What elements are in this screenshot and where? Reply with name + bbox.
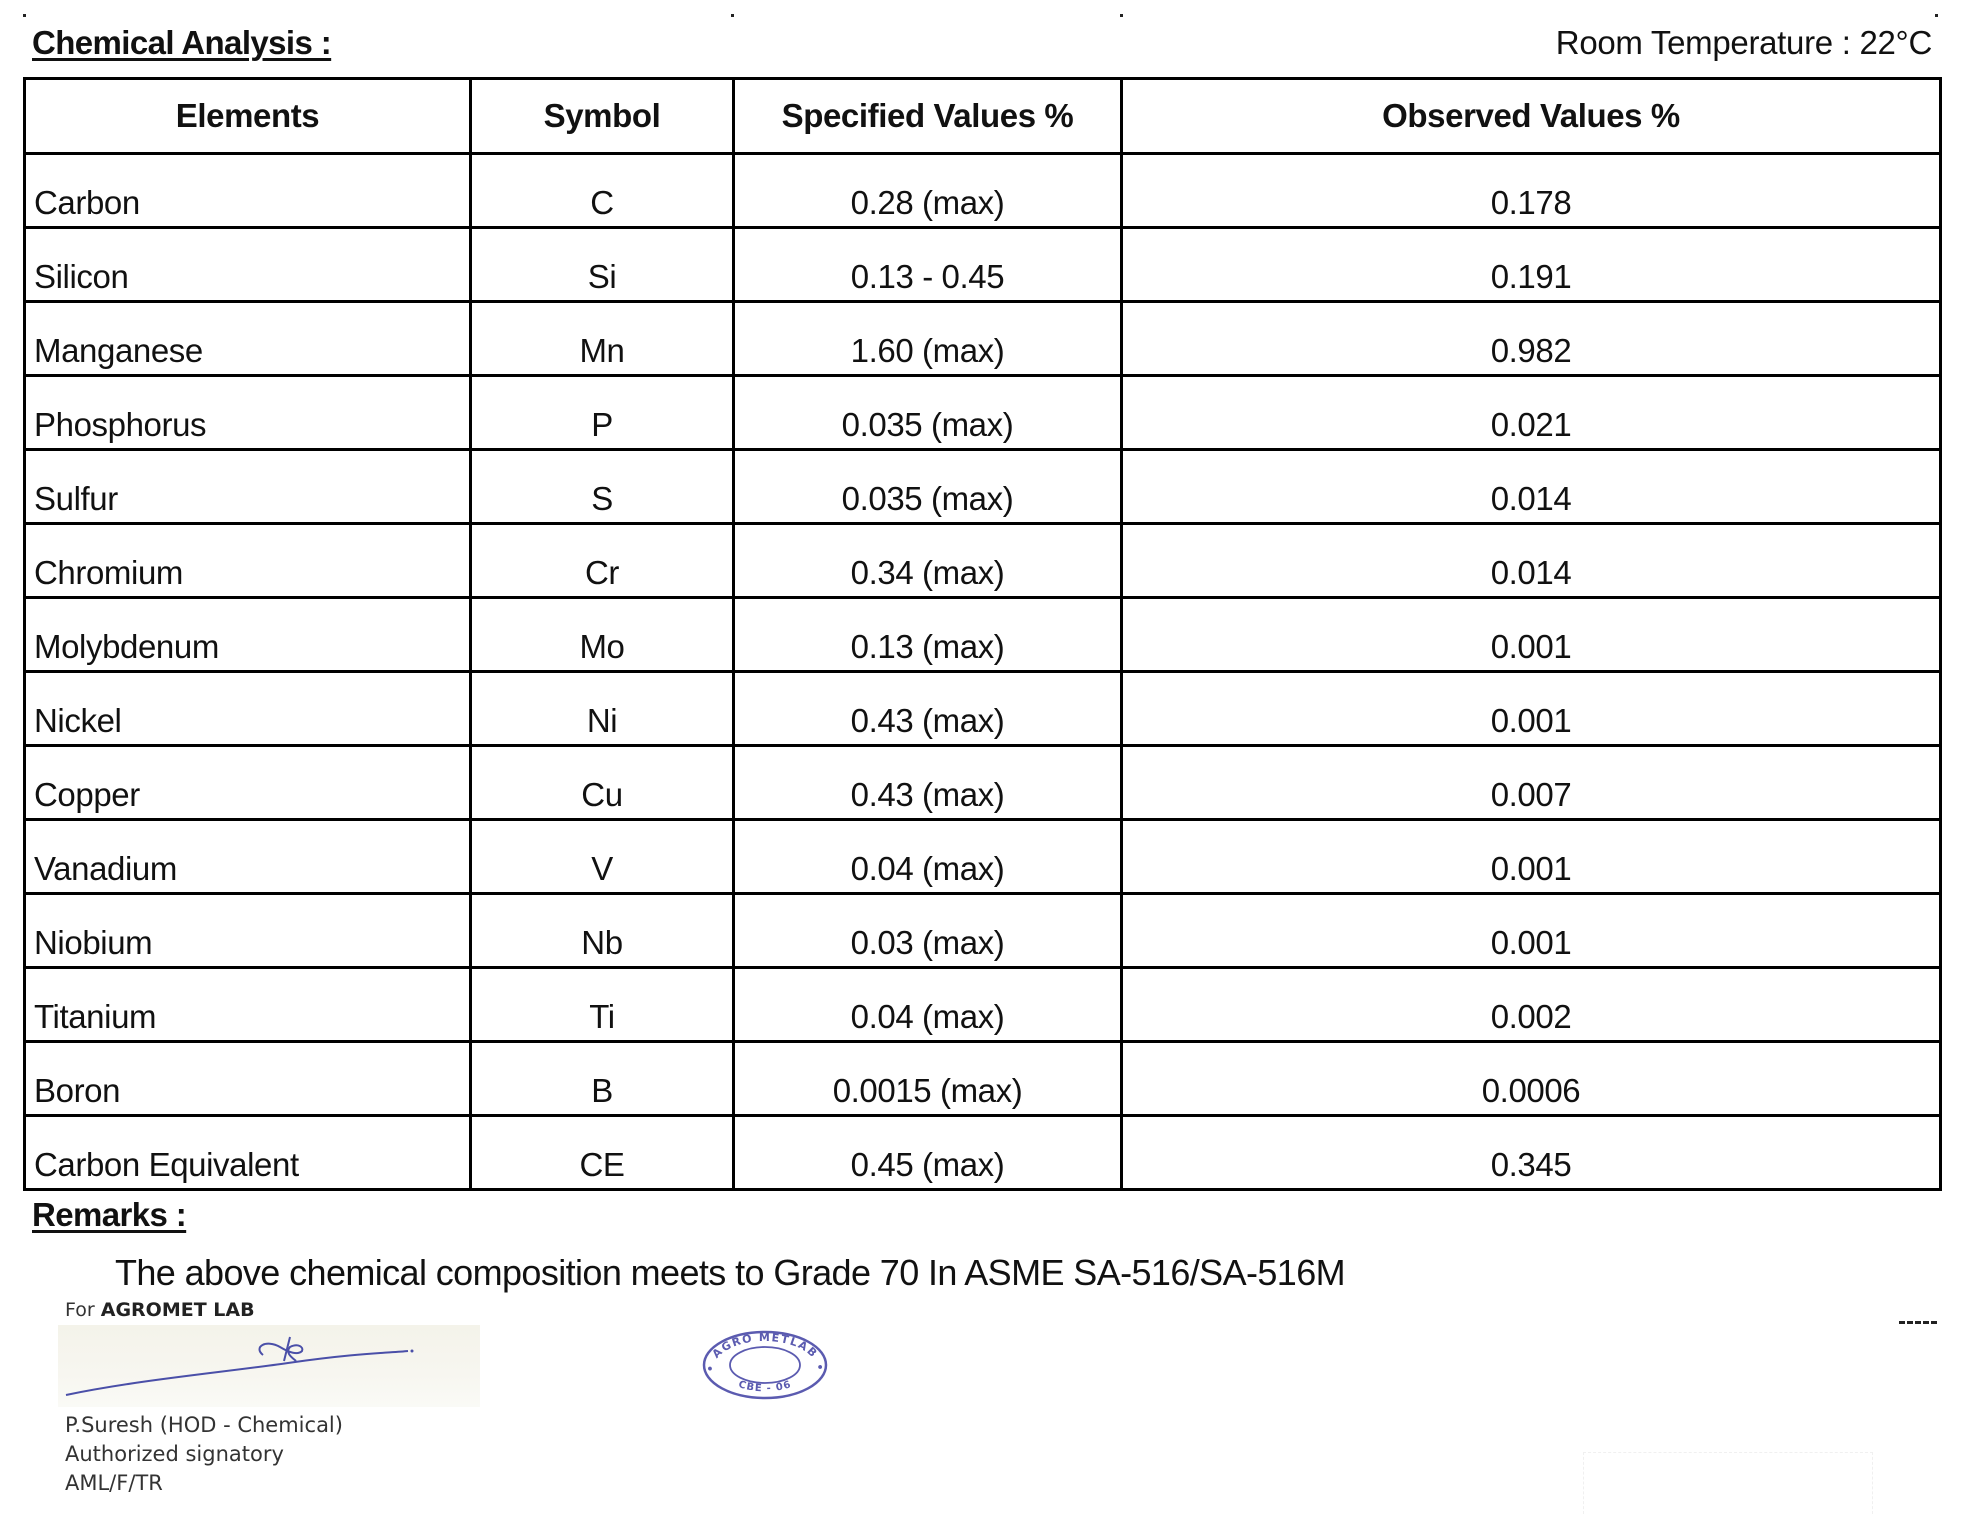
specified-value-cell: 0.04 (max) [734, 820, 1122, 894]
symbol-cell: P [471, 376, 734, 450]
symbol-cell: Nb [471, 894, 734, 968]
specified-value-cell: 0.34 (max) [734, 524, 1122, 598]
margin-marker [1935, 14, 1938, 17]
element-cell: Titanium [25, 968, 471, 1042]
symbol-cell: V [471, 820, 734, 894]
table-row [25, 672, 1941, 746]
faint-box-outline [1583, 1452, 1873, 1514]
signatory-name: P.Suresh (HOD - Chemical) [65, 1413, 343, 1437]
specified-value-cell: 1.60 (max) [734, 302, 1122, 376]
signature-image [58, 1325, 480, 1407]
margin-marker [731, 14, 734, 17]
signature-icon [58, 1325, 480, 1407]
element-cell: Carbon Equivalent [25, 1116, 471, 1190]
svg-text:• AGRO METLAB •: • AGRO METLAB • [703, 1330, 827, 1373]
element-cell: Molybdenum [25, 598, 471, 672]
section-title: Chemical Analysis : [32, 24, 332, 61]
observed-value-cell: 0.007 [1122, 746, 1941, 820]
observed-value-cell: 0.982 [1122, 302, 1941, 376]
lab-name: AGROMET LAB [100, 1299, 255, 1321]
remarks-heading: Remarks : [32, 1196, 187, 1233]
element-cell: Sulfur [25, 450, 471, 524]
document-reference: AML/F/TR [65, 1471, 163, 1495]
margin-marker [1120, 14, 1123, 17]
symbol-cell: Ni [471, 672, 734, 746]
symbol-cell: S [471, 450, 734, 524]
signature-for-label: For AGROMET LAB [65, 1299, 255, 1321]
specified-value-cell: 0.43 (max) [734, 672, 1122, 746]
symbol-cell: Ti [471, 968, 734, 1042]
observed-value-cell: 0.001 [1122, 894, 1941, 968]
symbol-cell: Mo [471, 598, 734, 672]
symbol-cell: CE [471, 1116, 734, 1190]
specified-value-cell: 0.13 (max) [734, 598, 1122, 672]
specified-value-cell: 0.035 (max) [734, 450, 1122, 524]
table-row [25, 968, 1941, 1042]
element-cell: Silicon [25, 228, 471, 302]
element-cell: Phosphorus [25, 376, 471, 450]
table-row [25, 894, 1941, 968]
margin-marker [23, 14, 26, 17]
column-header-specified: Specified Values % [734, 79, 1122, 154]
element-cell: Niobium [25, 894, 471, 968]
room-temperature: Room Temperature : 22°C [1555, 24, 1932, 61]
column-header-symbol: Symbol [471, 79, 734, 154]
observed-value-cell: 0.021 [1122, 376, 1941, 450]
observed-value-cell: 0.178 [1122, 154, 1941, 228]
symbol-cell: B [471, 1042, 734, 1116]
specified-value-cell: 0.0015 (max) [734, 1042, 1122, 1116]
table-row [25, 820, 1941, 894]
observed-value-cell: 0.345 [1122, 1116, 1941, 1190]
element-cell: Carbon [25, 154, 471, 228]
table-row [25, 228, 1941, 302]
table-row [25, 746, 1941, 820]
svg-text:CBE - 06: CBE - 06 [736, 1379, 794, 1395]
symbol-cell: Cu [471, 746, 734, 820]
symbol-cell: Mn [471, 302, 734, 376]
element-cell: Vanadium [25, 820, 471, 894]
table-row [25, 154, 1941, 228]
element-cell: Copper [25, 746, 471, 820]
table-row [25, 1116, 1941, 1190]
table-row [25, 1042, 1941, 1116]
table-row [25, 302, 1941, 376]
chemical-analysis-table [23, 77, 1942, 1191]
specified-value-cell: 0.28 (max) [734, 154, 1122, 228]
specified-value-cell: 0.03 (max) [734, 894, 1122, 968]
observed-value-cell: 0.002 [1122, 968, 1941, 1042]
observed-value-cell: 0.014 [1122, 450, 1941, 524]
observed-value-cell: 0.0006 [1122, 1042, 1941, 1116]
symbol-cell: Si [471, 228, 734, 302]
observed-value-cell: 0.001 [1122, 672, 1941, 746]
observed-value-cell: 0.014 [1122, 524, 1941, 598]
stamp-icon [700, 1328, 830, 1402]
dashed-mark [1899, 1321, 1937, 1324]
element-cell: Boron [25, 1042, 471, 1116]
specified-value-cell: 0.13 - 0.45 [734, 228, 1122, 302]
element-cell: Chromium [25, 524, 471, 598]
symbol-cell: C [471, 154, 734, 228]
element-cell: Nickel [25, 672, 471, 746]
table-row [25, 450, 1941, 524]
signatory-role: Authorized signatory [65, 1442, 284, 1466]
element-cell: Manganese [25, 302, 471, 376]
observed-value-cell: 0.001 [1122, 598, 1941, 672]
table-row [25, 376, 1941, 450]
observed-value-cell: 0.001 [1122, 820, 1941, 894]
column-header-elements: Elements [25, 79, 471, 154]
table-row [25, 598, 1941, 672]
specified-value-cell: 0.035 (max) [734, 376, 1122, 450]
symbol-cell: Cr [471, 524, 734, 598]
table-header-row [25, 79, 1941, 154]
specified-value-cell: 0.43 (max) [734, 746, 1122, 820]
remarks-text: The above chemical composition meets to Grade 70 In ASME SA-516/SA-516M [115, 1252, 1346, 1293]
column-header-observed: Observed Values % [1122, 79, 1941, 154]
specified-value-cell: 0.45 (max) [734, 1116, 1122, 1190]
observed-value-cell: 0.191 [1122, 228, 1941, 302]
specified-value-cell: 0.04 (max) [734, 968, 1122, 1042]
lab-stamp [700, 1328, 830, 1407]
table-row [25, 524, 1941, 598]
